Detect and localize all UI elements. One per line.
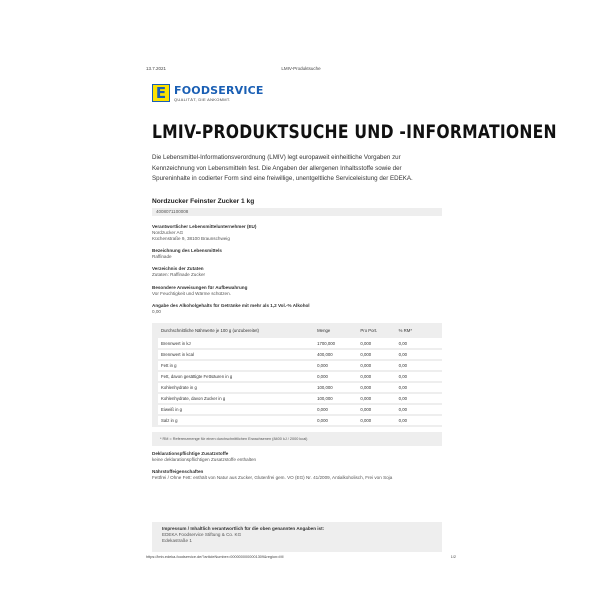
nutrition-table xyxy=(152,323,442,427)
field-value: keine deklarationspflichtigen Zusatzstoffe enthalten xyxy=(152,457,257,462)
field-nutrient-properties xyxy=(152,469,452,481)
print-url: https://lmiv.edeka-foodservice.de/?articleNumber=0000000000001309&region=MI xyxy=(146,555,284,559)
edeka-foodservice-logo[interactable] xyxy=(152,84,264,102)
field-value: Küchenstraße 9, 38100 Braunschweig xyxy=(152,236,230,241)
page-title: LMIV-PRODUKTSUCHE UND -INFORMATIONEN xyxy=(152,121,557,143)
table-row: Kohlenhydrate, davon Zucker in g 100,000 0,000 0,00 xyxy=(152,393,442,404)
nutrition-footnote: * RM = Referenzmenge für einen durchschnittlichen Erwachsenen (8400 kJ / 2000 kcal) xyxy=(152,432,442,446)
field-value: Raffinade xyxy=(152,254,172,259)
field-label: Nährstoffeigenschaften xyxy=(152,469,204,474)
product-name: Nordzucker Feinster Zucker 1 kg xyxy=(152,198,255,205)
impressum-line: EDEKA Foodservice Stiftung & Co. KG xyxy=(162,532,242,537)
table-row: Salz in g 0,000 0,000 0,00 xyxy=(152,415,442,426)
field-operator xyxy=(152,224,452,242)
field-label: Besondere Anweisungen für Aufbewahrung xyxy=(152,285,248,290)
field-label: Bezeichnung des Lebensmittels xyxy=(152,248,222,253)
nutrition-header-row xyxy=(152,323,442,338)
print-date: 13.7.2021 xyxy=(146,66,167,71)
print-title: LMIV-Produktsuche xyxy=(281,66,321,71)
field-alcohol xyxy=(152,303,452,315)
field-value: Vor Feuchtigkeit und Wärme schützen. xyxy=(152,291,231,296)
table-row: Fett in g 0,000 0,000 0,00 xyxy=(152,360,442,371)
table-row: Brennwert in kJ 1700,000 0,000 0,00 xyxy=(152,338,442,349)
intro-text: Die Lebensmittel-Informationsverordnung (LMIV) legt europaweit einheitliche Vorgaben zur Kennzeichnung von Lebensmitteln fest. Die Angaben der allergenen Inhaltsstoffe sowie der Spureninhalte in codierter Form sind eine freiwillige, unentgeltliche Serviceleistung der EDEKA. xyxy=(152,154,413,182)
field-label: Angabe des Alkoholgehalts für Getränke mit mehr als 1,2 Vol.-% Alkohol xyxy=(152,303,310,308)
table-row: Eiweiß in g 0,000 0,000 0,00 xyxy=(152,404,442,415)
col-header-amount: Menge xyxy=(317,328,331,333)
logo-tagline: QUALITÄT, DIE ANKOMMT. xyxy=(174,96,231,102)
table-row: Fett, davon gesättigte Fettsäuren in g 0,000 0,000 0,00 xyxy=(152,371,442,382)
edeka-e-icon: E xyxy=(152,84,170,102)
table-row: Kohlenhydrate in g 100,000 0,000 0,00 xyxy=(152,382,442,393)
impressum-line: Edekastraße 1 xyxy=(162,538,192,543)
col-header-rm: % RM* xyxy=(398,328,413,333)
field-additives xyxy=(152,451,452,463)
field-label: Deklarationspflichtige Zusatzstoffe xyxy=(152,451,229,456)
field-value: Zutaten: Raffinade Zucker xyxy=(152,272,206,277)
field-storage xyxy=(152,285,452,297)
col-header-per-portion: Pro Port. xyxy=(360,328,378,333)
field-value: 0,00 xyxy=(152,309,161,314)
col-header-nutrient: Durchschnittliche Nährwerte je 100 g (unzubereitet) xyxy=(161,328,259,333)
field-value: Fettfrei / Ohne Fett: enthält von Natur aus Zucker, Glutenfrei gem. VO (EG) Nr. 41/2009, Antialkoholisch, Frei von Soja xyxy=(152,475,393,480)
impressum-title: Impressum / Inhaltlich verantwortlich für die oben genannten Angaben ist: xyxy=(162,526,325,531)
logo-name: FOODSERVICE xyxy=(174,83,264,97)
field-ingredients xyxy=(152,266,452,278)
field-label: Verzeichnis der Zutaten xyxy=(152,266,204,271)
product-ean: 4008071100008 xyxy=(152,208,442,216)
page-number: 1/2 xyxy=(450,555,456,559)
field-label: Verantwortlicher Lebensmittelunternehmer (EU) xyxy=(152,224,257,229)
table-row: Brennwert in kcal 400,000 0,000 0,00 xyxy=(152,349,442,360)
field-designation xyxy=(152,248,452,260)
field-value: Nordzucker AG xyxy=(152,230,184,235)
impressum-box xyxy=(152,522,442,552)
